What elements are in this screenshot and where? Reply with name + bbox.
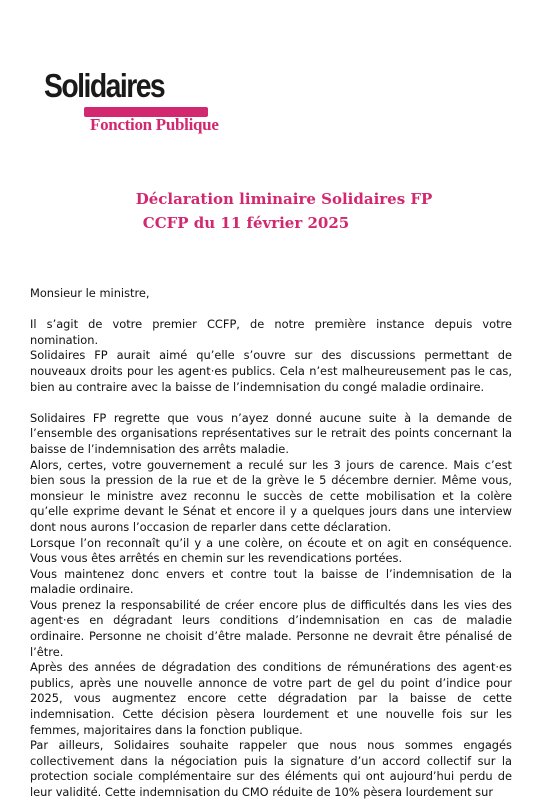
paragraph: Lorsque l’on reconnaît qu’il y a une colère, on écoute et on agit en conséquence. Vous vous êtes arrêtés en chemin sur les revendications portées. [30,535,512,566]
document-title-line-2: CCFP du 11 février 2025 [142,214,350,232]
paragraph: Vous maintenez donc envers et contre tout la baisse de l’indemnisation de la maladie ordinaire. [30,566,512,597]
paragraph: Alors, certes, votre gouvernement a reculé sur les 3 jours de carence. Mais c’est bien sous la pression de la rue et de la grève le 5 décembre dernier. Même vous, monsieur le ministre avez reconnu le succès de cette mobilisation et la colère qu’elle exprime devant le Sénat et encore il y a quelques jours dans une interview dont nous aurons l’occasion de reparler dans cette déclaration. [30,457,512,534]
declaration-body [30,286,512,801]
solidaires-fp-logo [44,67,224,134]
paragraph: Par ailleurs, Solidaires souhaite rappeler que nous nous sommes engagés collectivement dans la négociation puis la signature d’un accord collectif sur la protection sociale complémentaire sur des éléments qui ont aujourd’hui perdu de leur validité. Cette indemnisation du CMO réduite de 10% pèsera lourdement sur [30,738,512,799]
paragraph: Solidaires FP aurait aimé qu’elle s’ouvre sur des discussions permettant de nouveaux droits pour les agent·es publics. Cela n’est malheureusement pas le cas, bien au contraire avec la baisse de l’indemnisation du congé maladie ordinaire. [30,348,512,394]
salutation: Monsieur le ministre, [30,286,150,300]
logo-wordmark: Solidaires [44,67,165,104]
paragraph: Après des années de dégradation des conditions de rémunérations des agent·es publics, après une nouvelle annonce de votre part de gel du point d’indice pour 2025, vous augmentez encore cette dégradation par la baisse de cette indemnisation. Cette décision pèsera lourdement et une nouvelle fois sur les femmes, majoritaires dans la fonction publique. [30,660,512,737]
paragraph: Il s’agit de votre premier CCFP, de notre première instance depuis votre nomination. [30,317,512,347]
paragraph: Solidaires FP regrette que vous n’ayez donné aucune suite à la demande de l’ensemble des organisations représentatives sur le retrait des points concernant la baisse de l’indemnisation des arrêts maladie. [30,410,512,456]
logo-subtitle: Fonction Publique [90,115,219,134]
paragraph: Vous prenez la responsabilité de créer encore plus de difficultés dans les vies des agent·es en dégradant leurs conditions d’indemnisation en cas de maladie ordinaire. Personne ne choisit d’être malade. Personne ne devrait être pénalisé de l’être. [30,597,512,659]
document-title-line-1: Déclaration liminaire Solidaires FP [135,190,433,208]
